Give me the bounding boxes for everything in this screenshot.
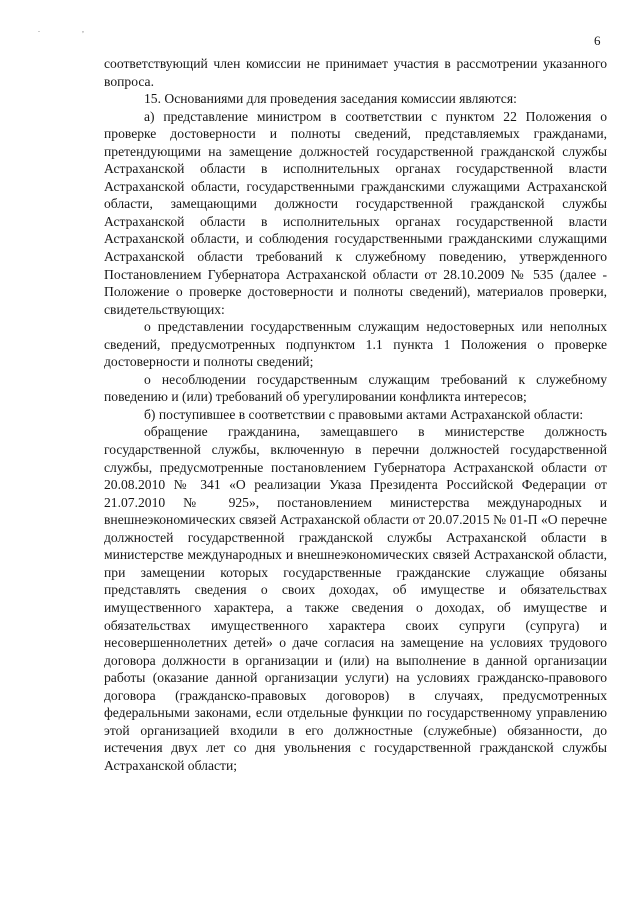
paragraph-continuation: соответствующий член комиссии не принимает участия в рассмотрении указанного вопроса. xyxy=(104,56,607,89)
paragraph-citizen-appeal: обращение гражданина, замещавшего в министерстве должность государственной службы, включенную в перечни должностей государственной службы, предусмотренные постановлением Губернатора Астраханской области от 20.08.2010 № 341 «О реализации Указа Президента Российской Федерации от 21.07.2010 № 925», постановлением министерства международных и внешнеэкономических связей Астраханской области от 20.07.2015 № 01-П «О перечне должностей государственной гражданской службы Астраханской области в министерстве международных и внешнеэкономических связей Астраханской области, при замещении которых государственные гражданские служащие обязаны представлять сведения о своих доходах, об имуществе и обязательствах имущественного характера, а также сведения о доходах, об имуществе и обязательствах имущественного характера своих супруги (супруга) и несовершеннолетних детей» о даче согласия на замещение на условиях трудового договора должности в организации и (или) на выполнение в данной организации работы (оказание данной организации услуги) на условиях гражданско-правового договора (гражданско-правовых договоров) в случаях, предусмотренных федеральными законами, если отдельные функции по государственному управлению этой организацией входили в его должностные (служебные) обязанности, до истечения двух лет со дня увольнения с государственной гражданской службы Астраханской области; xyxy=(104,424,607,773)
document-body xyxy=(104,55,607,774)
paragraph-item-15: 15. Основаниями для проведения заседания комиссии являются: xyxy=(144,91,517,107)
paragraph-bullet-noncompliance: о несоблюдении государственным служащим требований к служебному поведению и (или) требований об урегулировании конфликта интересов; xyxy=(104,371,607,405)
paragraph-subitem-a: а) представление министром в соответствии с пунктом 22 Положения о проверке достоверности и полноты сведений, представляемых гражданами, претендующими на замещение должностей государственной гражданской службы Астраханской области в исполнительных органах государственной власти Астраханской области, государственными гражданскими служащими Астраханской области, замещающими должности государственной гражданской службы Астраханской области в исполнительных органах государственной власти Астраханской области, и соблюдения государственными гражданскими служащими Астраханской области требований к служебному поведению, утвержденного Постановлением Губернатора Астраханской области от 28.10.2009 № 535 (далее - Положение о проверке достоверности и полноты сведений), материалов проверки, свидетельствующих: xyxy=(104,108,607,317)
page-number: 6 xyxy=(594,33,601,48)
paragraph-subitem-b: б) поступившее в соответствии с правовыми актами Астраханской области: xyxy=(144,406,584,422)
paragraph-bullet-inaccurate-info: о представлении государственным служащим недостоверных или неполных сведений, предусмотренных подпунктом 1.1 пункта 1 Положения о проверке достоверности и полноты сведений; xyxy=(104,319,607,370)
scan-marks: . , xyxy=(38,25,104,34)
